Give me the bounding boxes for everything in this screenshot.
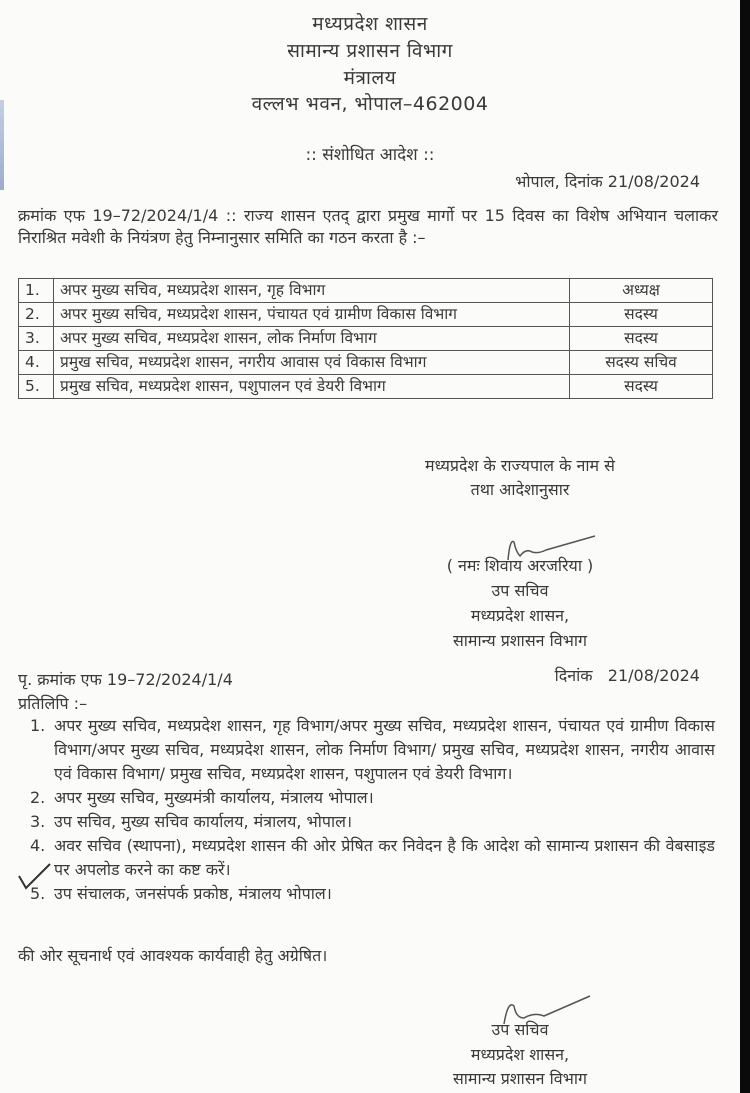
signatory-org-1: मध्यप्रदेश शासन, xyxy=(470,606,570,625)
list-item xyxy=(30,714,715,786)
role-cell: सदस्य xyxy=(570,327,713,351)
order-body: क्रमांक एफ 19–72/2024/1/4 :: राज्य शासन एतद् द्वारा प्रमुख मार्गो पर 15 दिवस का विशेष अभियान चलाकर निराश्रित मवेशी के नियंत्रण हेतु निम्नानुसार समिति का गठन करता है :– xyxy=(18,206,718,247)
checkmark-icon xyxy=(16,862,56,892)
item-number: 4. xyxy=(30,836,46,855)
header-state: मध्यप्रदेश शासन xyxy=(312,13,428,35)
closing-line: की ओर सूचनार्थ एवं आवश्यक कार्यवाही हेतु अग्रेषित। xyxy=(18,946,328,965)
signatory-name: ( नमः शिवाय अरजरिया ) xyxy=(446,556,594,575)
signatory-org-2: सामान्य प्रशासन विभाग xyxy=(452,631,588,650)
member-cell: अपर मुख्य सचिव, मध्यप्रदेश शासन, गृह विभाग xyxy=(54,279,570,303)
member-cell: अपर मुख्य सचिव, मध्यप्रदेश शासन, लोक निर्माण विभाग xyxy=(54,327,570,351)
copy-label: प्रतिलिपि :– xyxy=(18,694,88,713)
table-row xyxy=(19,279,713,303)
item-number: 1. xyxy=(30,716,46,735)
member-cell: प्रमुख सचिव, मध्यप्रदेश शासन, पशुपालन एवं डेयरी विभाग xyxy=(54,375,570,399)
item-text: अपर मुख्य सचिव, मुख्यमंत्री कार्यालय, मंत्रालय भोपाल। xyxy=(54,788,374,807)
list-item xyxy=(30,810,715,834)
row-number: 5. xyxy=(19,375,54,399)
table-row xyxy=(19,351,713,375)
item-text: अपर मुख्य सचिव, मध्यप्रदेश शासन, गृह विभाग/अपर मुख्य सचिव, मध्यप्रदेश शासन, पंचायत एवं ग्रामीण विकास विभाग/अपर मुख्य सचिव, मध्यप्रदेश शासन, लोक निर्माण विभाग/ प्रमुख सचिव, मध्यप्रदेश शासन, नगरीय आवास एवं विकास विभाग/ प्रमुख सचिव, मध्यप्रदेश शासन, पशुपालन एवं डेयरी विभाग। xyxy=(54,716,715,783)
header-department: सामान्य प्रशासन विभाग xyxy=(287,40,453,62)
endorsement-date: दिनांक 21/08/2024 xyxy=(554,666,700,685)
role-cell: सदस्य xyxy=(570,375,713,399)
order-title: :: संशोधित आदेश :: xyxy=(305,145,435,165)
list-item xyxy=(30,834,715,882)
item-number: 5. xyxy=(30,884,46,903)
right-edge-border xyxy=(740,0,750,1093)
member-cell: प्रमुख सचिव, मध्यप्रदेश शासन, नगरीय आवास एवं विकास विभाग xyxy=(54,351,570,375)
list-item xyxy=(30,786,715,810)
row-number: 2. xyxy=(19,303,54,327)
header-secretariat: मंत्रालय xyxy=(343,67,397,89)
committee-table xyxy=(18,278,713,399)
endorsement-ref: पृ. क्रमांक एफ 19–72/2024/1/4 xyxy=(18,670,233,689)
signatory2-org-2: सामान्य प्रशासन विभाग xyxy=(452,1069,588,1088)
table-row xyxy=(19,375,713,399)
table-row xyxy=(19,303,713,327)
item-number: 2. xyxy=(30,788,46,807)
role-cell: अध्यक्ष xyxy=(570,279,713,303)
role-cell: सदस्य xyxy=(570,303,713,327)
signatory2-designation: उप सचिव xyxy=(491,1020,549,1039)
copy-list xyxy=(30,714,715,906)
order-place-date: भोपाल, दिनांक 21/08/2024 xyxy=(515,172,700,191)
row-number: 4. xyxy=(19,351,54,375)
row-number: 1. xyxy=(19,279,54,303)
item-text: अवर सचिव (स्थापना), मध्यप्रदेश शासन की ओर प्रेषित कर निवेदन है कि आदेश को सामान्य प्रशासन की वेबसाइड पर अपलोड करने का कष्ट करें। xyxy=(54,836,715,879)
authority-line-2: तथा आदेशानुसार xyxy=(470,480,570,499)
authority-line-1: मध्यप्रदेश के राज्यपाल के नाम से xyxy=(425,456,615,475)
row-number: 3. xyxy=(19,327,54,351)
item-text: उप संचालक, जनसंपर्क प्रकोष्ठ, मंत्रालय भोपाल। xyxy=(54,884,332,903)
list-item xyxy=(30,882,715,906)
signatory2-org-1: मध्यप्रदेश शासन, xyxy=(470,1045,570,1064)
signatory-designation: उप सचिव xyxy=(491,581,549,600)
role-cell: सदस्य सचिव xyxy=(570,351,713,375)
member-cell: अपर मुख्य सचिव, मध्यप्रदेश शासन, पंचायत एवं ग्रामीण विकास विभाग xyxy=(54,303,570,327)
table-row xyxy=(19,327,713,351)
header-address: वल्लभ भवन, भोपाल–462004 xyxy=(251,93,489,115)
item-number: 3. xyxy=(30,812,46,831)
item-text: उप सचिव, मुख्य सचिव कार्यालय, मंत्रालय, भोपाल। xyxy=(54,812,353,831)
